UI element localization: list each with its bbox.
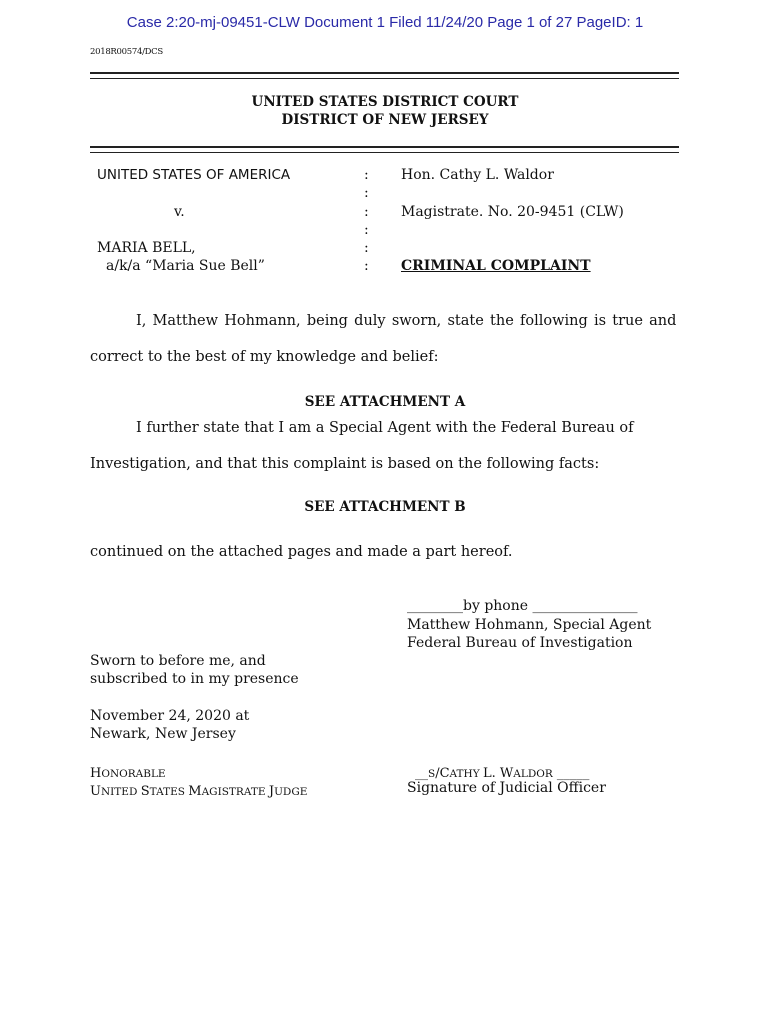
paragraph-2-line-1: I further state that I am a Special Agent with the Federal Bureau of xyxy=(136,420,634,436)
versus-text: v. xyxy=(174,204,185,220)
caption-colon: : xyxy=(364,185,369,201)
caption-rule xyxy=(90,146,679,153)
honorable-label: HONORABLE xyxy=(90,766,166,781)
agent-signature-line: ________by phone _______________ xyxy=(407,598,638,614)
sworn-line-1: Sworn to before me, and xyxy=(90,653,266,669)
caption-colon: : xyxy=(364,204,369,220)
paragraph-1-line-1: I, Matthew Hohmann, being duly sworn, state the following is true and xyxy=(136,313,677,329)
judge-signature: __S/CATHY L. WALDOR _____ xyxy=(415,766,590,781)
continued-text: continued on the attached pages and made a part hereof. xyxy=(90,544,513,560)
plaintiff-name: UNITED STATES OF AMERICA xyxy=(97,167,291,183)
sworn-date: November 24, 2020 at xyxy=(90,708,250,724)
file-number: 2018R00574/DCS xyxy=(90,47,163,57)
defendant-name: MARIA BELL, xyxy=(97,240,196,256)
sworn-place: Newark, New Jersey xyxy=(90,726,236,742)
top-rule xyxy=(90,72,679,79)
ecf-header: Case 2:20-mj-09451-CLW Document 1 Filed 11/24/20 Page 1 of 27 PageID: 1 xyxy=(126,14,644,31)
sworn-line-2: subscribed to in my presence xyxy=(90,671,299,687)
court-district: DISTRICT OF NEW JERSEY xyxy=(281,112,489,128)
caption-colon: : xyxy=(364,167,369,183)
judge-title: UNITED STATES MAGISTRATE JUDGE xyxy=(90,784,308,799)
agent-name: Matthew Hohmann, Special Agent xyxy=(407,617,652,633)
caption-colon: : xyxy=(364,258,369,274)
caption-colon: : xyxy=(364,222,369,238)
magistrate-number: Magistrate. No. 20-9451 (CLW) xyxy=(401,204,624,220)
document-type: CRIMINAL COMPLAINT xyxy=(401,258,591,274)
agent-agency: Federal Bureau of Investigation xyxy=(407,635,633,651)
paragraph-2-line-2: Investigation, and that this complaint is based on the following facts: xyxy=(90,456,600,472)
attachment-b-heading: SEE ATTACHMENT B xyxy=(304,499,466,515)
defendant-alias: a/k/a “Maria Sue Bell” xyxy=(106,258,265,274)
paragraph-1-line-2: correct to the best of my knowledge and belief: xyxy=(90,349,439,365)
judge-signature-caption: Signature of Judicial Officer xyxy=(407,780,606,796)
judge-name: Hon. Cathy L. Waldor xyxy=(401,167,554,183)
attachment-a-heading: SEE ATTACHMENT A xyxy=(304,394,466,410)
caption-colon: : xyxy=(364,240,369,256)
court-name: UNITED STATES DISTRICT COURT xyxy=(251,94,519,110)
